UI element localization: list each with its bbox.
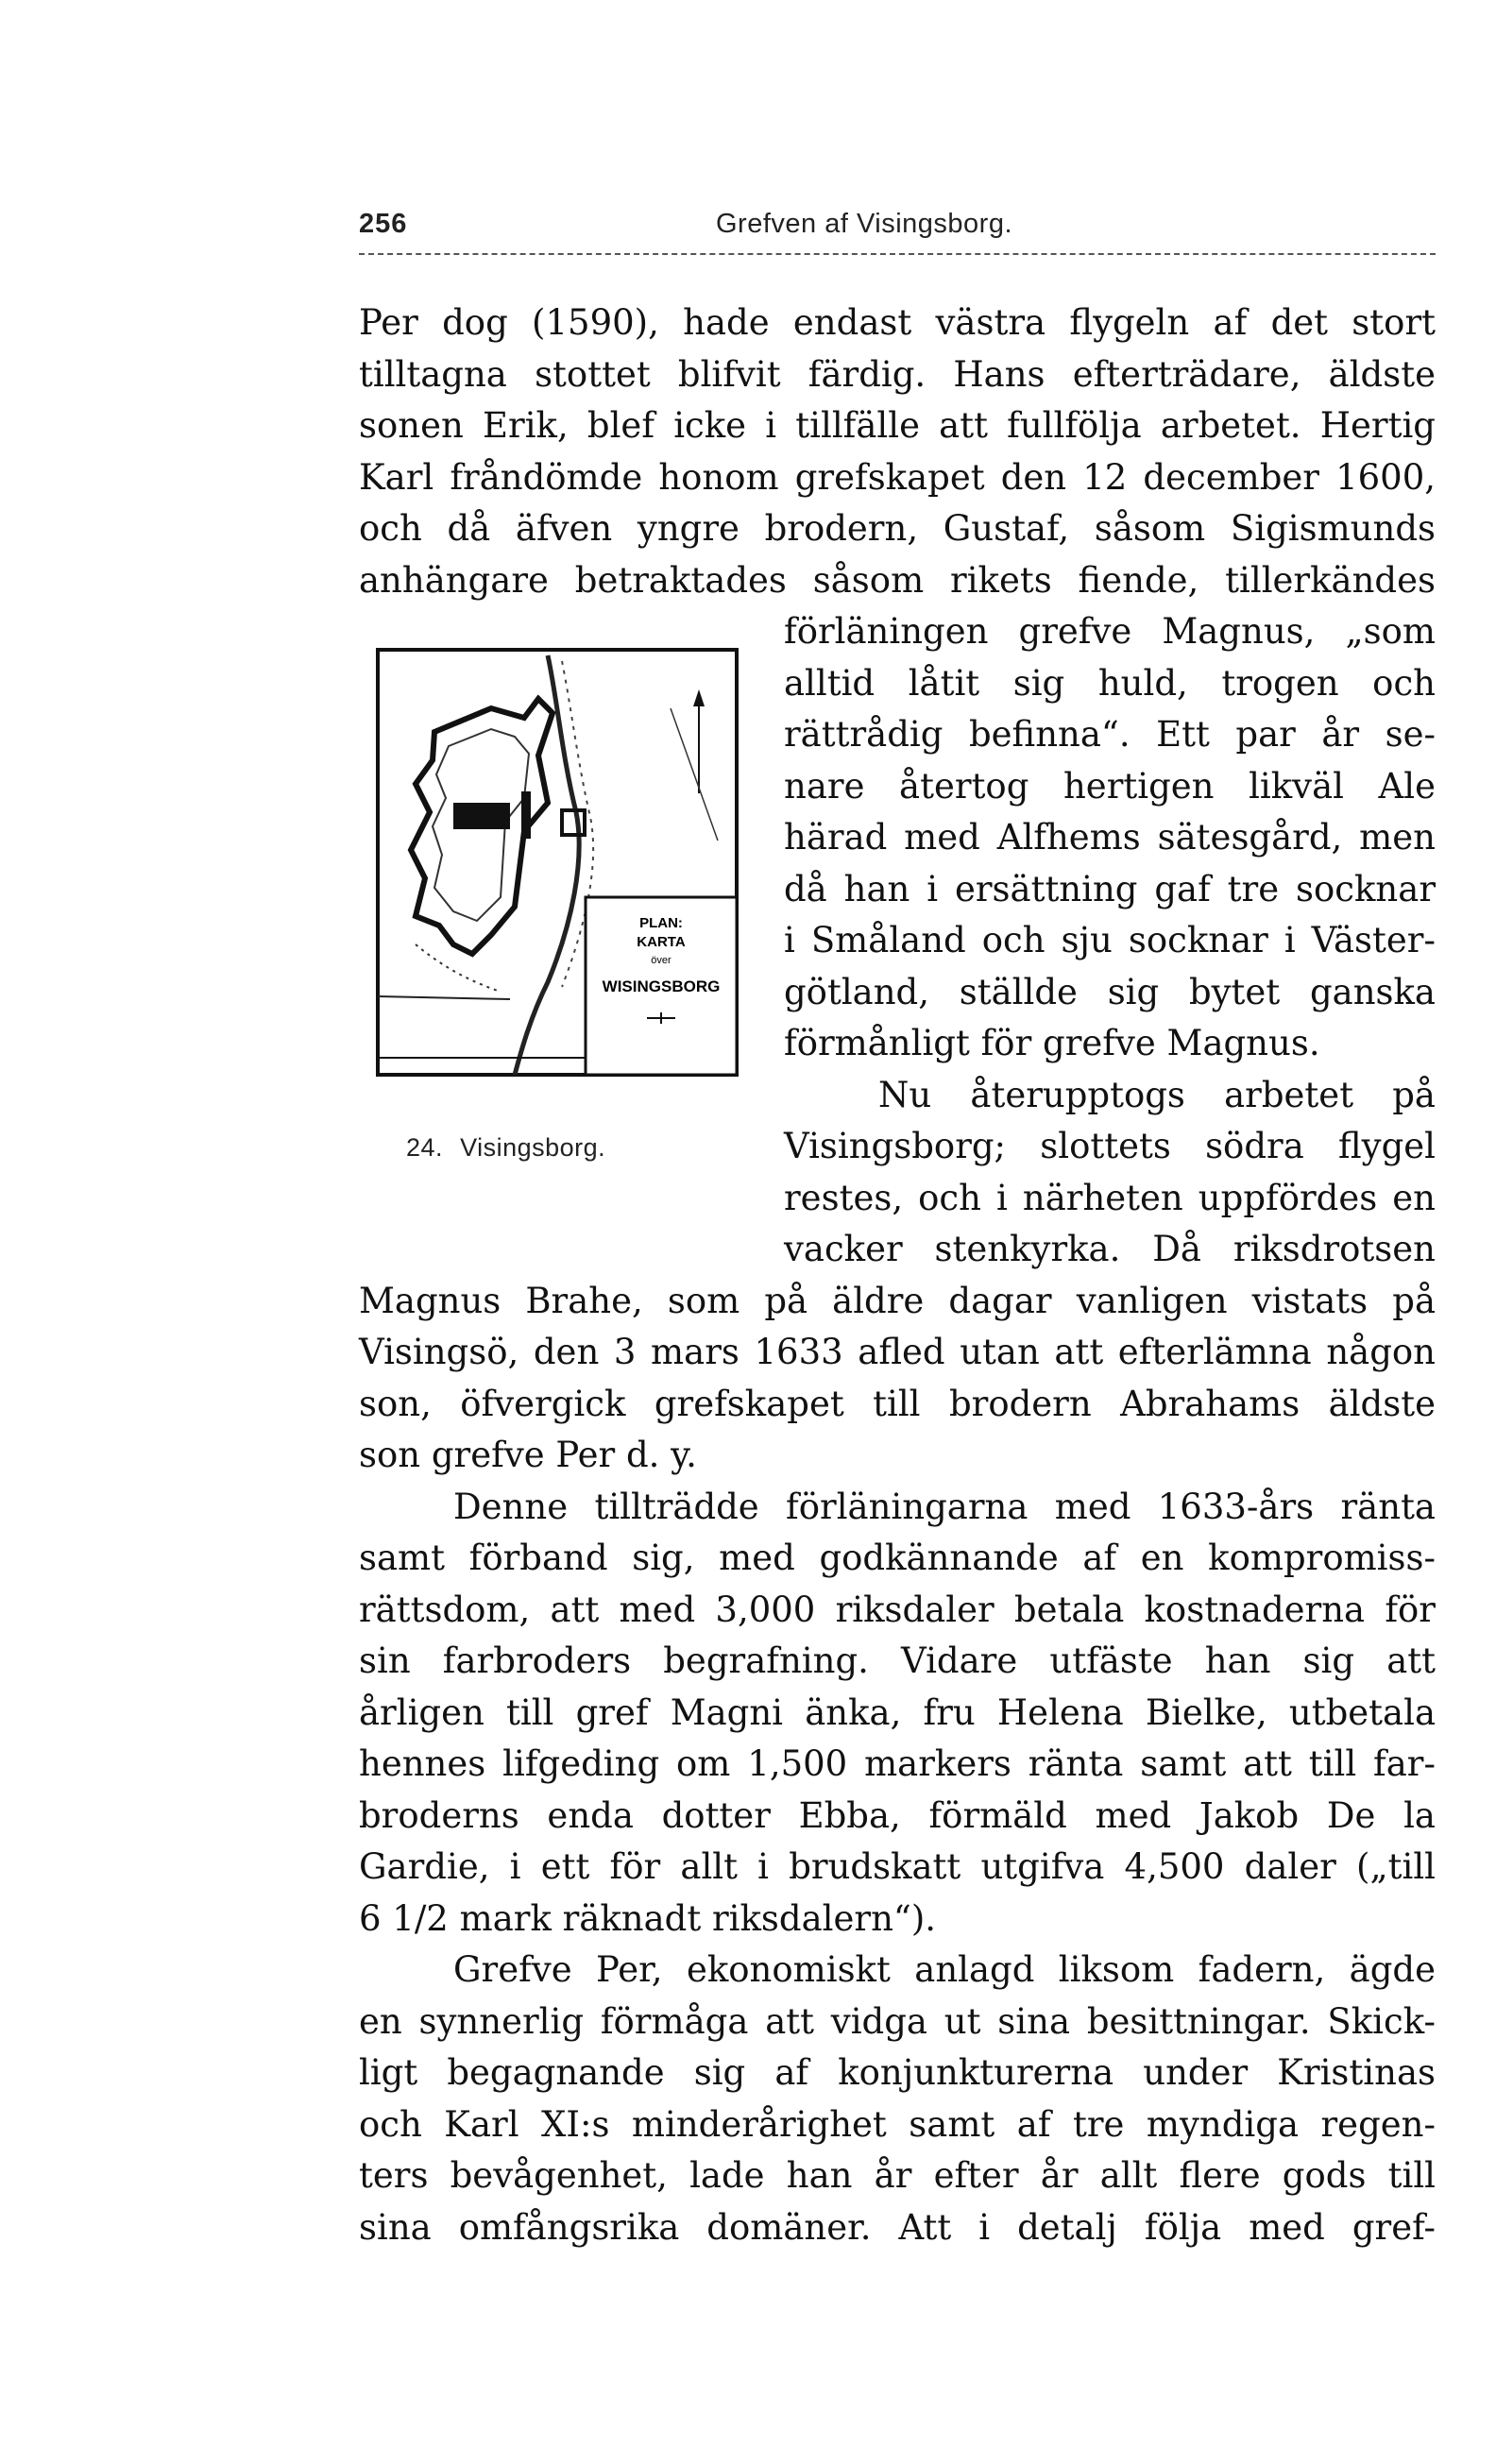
page-header	[359, 203, 1436, 241]
text-line: hennes lifgeding om 1,500 markers ränta samt att till far-	[359, 1743, 1436, 1784]
text-line: Grefve Per, ekonomiskt anlagd liksom fadern, ägde	[453, 1949, 1436, 1990]
text-line: son, öfvergick grefskapet till brodern Abrahams äldste	[359, 1383, 1436, 1424]
text-line: broderns enda dotter Ebba, förmäld med Jakob De la	[359, 1794, 1436, 1836]
legend-line2: KARTA	[637, 934, 686, 950]
text-line: tilltagna stottet blifvit färdig. Hans efterträdare, äldste	[359, 353, 1436, 395]
legend-line3: över	[651, 955, 672, 966]
text-line: sin farbroders begrafning. Vidare utfäste han sig att	[359, 1640, 1436, 1681]
figure-caption-text: Visingsborg.	[460, 1133, 606, 1162]
text-line: Denne tillträdde förläningarna med 1633-års ränta	[453, 1486, 1436, 1527]
text-line: Gardie, i ett för allt i brudskatt utgifva 4,500 daler („till	[359, 1846, 1436, 1887]
text-line: och då äfven yngre brodern, Gustaf, såsom Sigismunds	[359, 508, 1436, 549]
text-line: samt förband sig, med godkännande af en kompromiss-	[359, 1538, 1436, 1578]
text-line: sina omfångsrika domäner. Att i detalj följa med gref-	[359, 2206, 1436, 2248]
text-line: och Karl XI:s minderårighet samt af tre myndiga regen-	[359, 2103, 1436, 2145]
text-line: i Småland och sju socknar i Väster-	[784, 920, 1436, 960]
text-line: en synnerlig förmåga att vidga ut sina besittningar. Skick-	[359, 2000, 1436, 2042]
text-line: förmånligt för grefve Magnus.	[784, 1023, 1320, 1063]
text-line: Karl fråndömde honom grefskapet den 12 december 1600,	[359, 456, 1436, 498]
text-line: ters bevågenhet, lade han år efter år allt flere gods till	[359, 2155, 1436, 2196]
text-line: vacker stenkyrka. Då riksdrotsen	[784, 1229, 1436, 1269]
legend-line1: PLAN:	[639, 915, 683, 931]
legend-line4: WISINGSBORG	[602, 977, 721, 995]
text-line: götland, ställde sig bytet ganska	[784, 971, 1436, 1012]
text-line: ligt begagnande sig af konjunkturerna under Kristinas	[359, 2052, 1436, 2093]
text-line: rättrådig befinna“. Ett par år se-	[784, 714, 1436, 755]
text-line: Visingsö, den 3 mars 1633 afled utan att efterlämna någon	[359, 1332, 1436, 1372]
text-line: 6 1/2 mark räknadt riksdalern“).	[359, 1897, 937, 1939]
text-line: alltid låtit sig huld, trogen och	[784, 662, 1436, 704]
page-number: 256	[359, 209, 408, 239]
text-line: rättsdom, att med 3,000 riksdaler betala kostnaderna för	[359, 1589, 1436, 1630]
text-line: årligen till gref Magni änka, fru Helena Bielke, utbetala	[359, 1691, 1436, 1733]
text-line: Visingsborg; slottets södra flygel	[784, 1126, 1436, 1166]
text-line: då han i ersättning gaf tre socknar	[784, 868, 1436, 909]
text-line: restes, och i närheten uppfördes en	[784, 1177, 1436, 1218]
body-text	[359, 297, 1436, 2253]
text-line: nare återtog hertigen likväl Ale	[784, 765, 1436, 807]
text-line: Magnus Brahe, som på äldre dagar vanligen vistats på	[359, 1280, 1436, 1321]
text-line: Nu återupptogs arbetet på	[878, 1074, 1436, 1115]
text-line: Per dog (1590), hade endast västra flygeln af det stort	[359, 302, 1436, 343]
text-line: förläningen grefve Magnus, „som	[784, 611, 1436, 652]
figure-caption-number: 24.	[406, 1133, 444, 1162]
text-line: sonen Erik, blef icke i tillfälle att fullfölja arbetet. Hertig	[359, 405, 1436, 446]
header-rule	[359, 253, 1436, 255]
text-line: anhängare betraktades såsom rikets fiende, tillerkändes	[359, 559, 1436, 601]
running-title: Grefven af Visingsborg.	[716, 209, 1013, 239]
text-line: härad med Alfhems sätesgård, men	[784, 817, 1436, 858]
text-line: son grefve Per d. y.	[359, 1435, 697, 1475]
